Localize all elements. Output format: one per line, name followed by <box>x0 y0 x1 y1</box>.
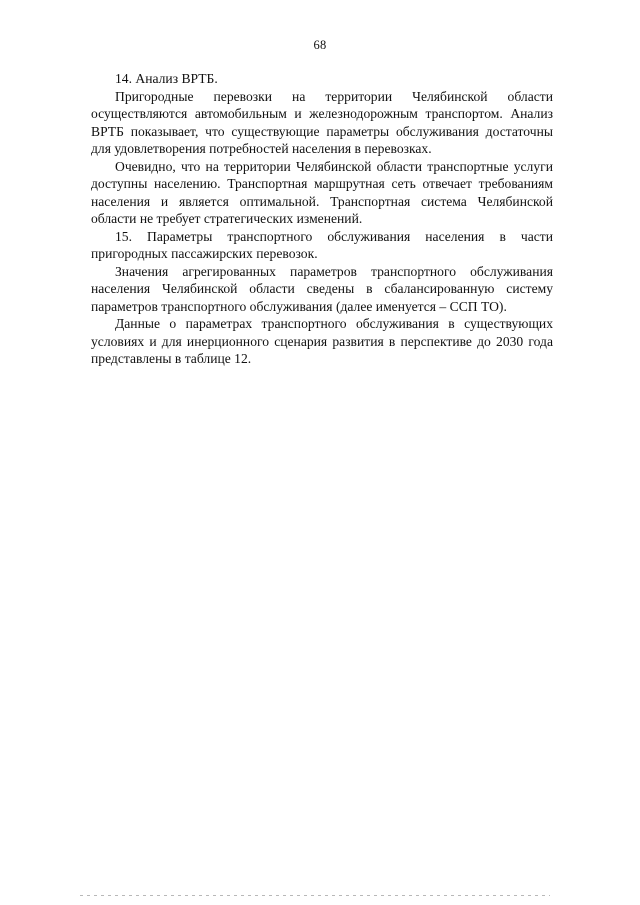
scan-edge-line <box>80 895 550 896</box>
document-body <box>91 70 553 368</box>
section-heading-15: 15. Параметры транспортного обслуживания населения в части пригородных пассажирских перевозок. <box>91 228 553 261</box>
section-heading-14: 14. Анализ ВРТБ. <box>115 71 218 86</box>
paragraph-aggregated-parameters: Значения агрегированных параметров транспортного обслуживания населения Челябинской области сведены в сбалансированную систему параметров транспортного обслуживания (далее именуется – ССП ТО). <box>91 263 553 314</box>
paragraph-suburban-transport: Пригородные перевозки на территории Челябинской области осуществляются автомобильным и железнодорожным транспортом. Анализ ВРТБ показывает, что существующие параметры обслуживания достаточны для удовлетворения потребностей населения в перевозках. <box>91 88 553 156</box>
paragraph-transport-availability: Очевидно, что на территории Челябинской области транспортные услуги доступны населению. Транспортная маршрутная сеть отвечает требованиям населения и является оптимальной. Транспортная система Челябинской области не требует стратегических изменений. <box>91 158 553 226</box>
paragraph-table-reference: Данные о параметрах транспортного обслуживания в существующих условиях и для инерционного сценария развития в перспективе до 2030 года представлены в таблице 12. <box>91 316 553 366</box>
page-number: 68 <box>313 38 327 52</box>
